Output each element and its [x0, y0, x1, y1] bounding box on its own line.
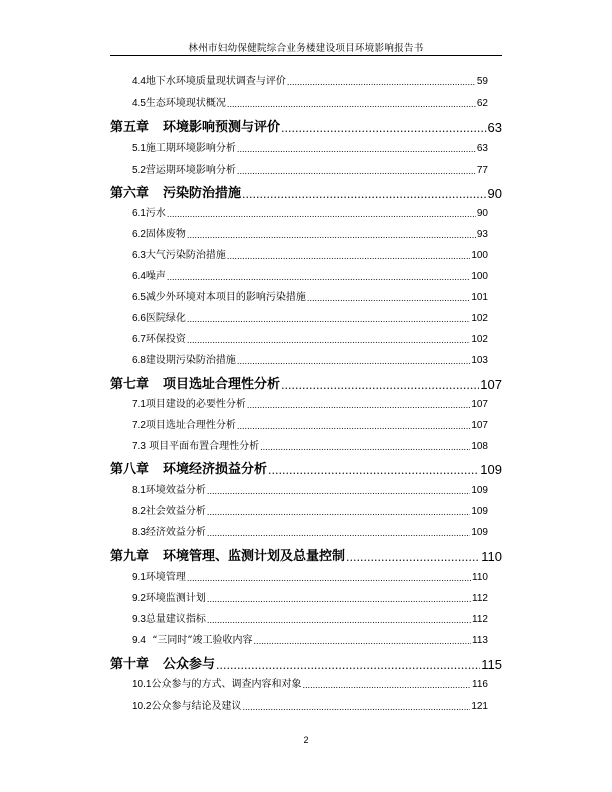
toc-section-entry[interactable] — [132, 226, 488, 240]
toc-entry-page: 110 — [481, 549, 502, 564]
toc-entry-label — [132, 309, 186, 324]
toc-entry-number: 第九章 — [110, 549, 150, 564]
toc-entry-page: 93 — [476, 229, 488, 240]
toc-entry-number: 4.4 — [132, 76, 146, 87]
toc-section-entry[interactable] — [132, 438, 488, 452]
toc-entry-label — [132, 139, 236, 154]
toc-entry-number: 第十章 — [110, 657, 150, 672]
toc-entry-page: 101 — [471, 292, 488, 303]
toc-entry-title: 环境效益分析 — [145, 485, 206, 496]
dot-leader — [281, 381, 479, 392]
toc-entry-title: 环境经济损益分析 — [163, 462, 268, 477]
toc-section-entry[interactable] — [132, 268, 488, 282]
toc-entry-title: 公众参与结论及建议 — [151, 701, 242, 712]
toc-section-entry[interactable] — [132, 247, 488, 261]
toc-entry-title: 环境影响预测与评价 — [163, 120, 281, 135]
toc-entry-title: “三同时”竣工验收内容 — [145, 635, 253, 646]
toc-entry-number: 9.1 — [132, 572, 146, 583]
toc-entry-page: 103 — [471, 355, 488, 366]
toc-entry-label — [132, 416, 236, 431]
toc-entry-label — [132, 267, 166, 282]
toc-entry-page: 100 — [471, 250, 488, 261]
toc-entry-title: 项目选址合理性分析 — [163, 377, 281, 392]
toc-entry-title: 污水 — [145, 208, 166, 219]
dot-leader — [242, 704, 470, 712]
toc-entry-label — [132, 288, 306, 303]
toc-entry-number: 6.1 — [132, 208, 146, 219]
toc-entry-page: 109 — [471, 506, 488, 517]
toc-chapter-entry[interactable] — [110, 374, 502, 392]
toc-entry-page: 107 — [480, 377, 502, 392]
toc-entry-label — [132, 502, 206, 517]
toc-section-entry[interactable] — [132, 310, 488, 324]
dot-leader — [167, 211, 476, 219]
dot-leader — [187, 316, 470, 324]
toc-entry-number: 5.1 — [132, 143, 146, 154]
dot-leader — [268, 466, 479, 477]
toc-entry-title: 项目平面布置合理性分析 — [145, 441, 260, 452]
toc-entry-number: 8.1 — [132, 485, 146, 496]
toc-chapter-entry[interactable] — [110, 183, 502, 201]
toc-section-entry[interactable] — [132, 95, 488, 109]
toc-entry-page: 115 — [481, 657, 502, 672]
dot-leader — [207, 530, 470, 538]
toc-entry-label — [132, 437, 259, 452]
toc-entry-page: 90 — [476, 208, 488, 219]
toc-section-entry[interactable] — [132, 417, 488, 431]
dot-leader — [237, 168, 476, 176]
toc-entry-title: 施工期环境影响分析 — [145, 143, 236, 154]
toc-entry-number: 6.6 — [132, 313, 146, 324]
toc-entry-title: 公众参与 — [163, 657, 216, 672]
toc-entry-number: 第七章 — [110, 377, 150, 392]
toc-section-entry[interactable] — [132, 73, 488, 87]
toc-entry-number: 8.3 — [132, 527, 146, 538]
toc-entry-number: 7.1 — [132, 399, 146, 410]
toc-entry-page: 107 — [471, 420, 488, 431]
dot-leader — [237, 423, 470, 431]
toc-entry-label — [132, 675, 301, 690]
toc-entry-number: 第六章 — [110, 186, 150, 201]
toc-entry-number: 9.2 — [132, 593, 146, 604]
toc-entry-number: 9.3 — [132, 614, 146, 625]
toc-entry-title: 污染防治措施 — [163, 186, 242, 201]
toc-entry-number: 6.5 — [132, 292, 146, 303]
toc-entry-label — [132, 330, 186, 345]
toc-entry-label — [132, 351, 236, 366]
toc-chapter-entry[interactable] — [110, 459, 502, 477]
toc-entry-title: 社会效益分析 — [145, 506, 206, 517]
toc-entry-title: 噪声 — [145, 271, 166, 282]
toc-entry-label — [132, 161, 236, 176]
dot-leader — [187, 337, 470, 345]
toc-section-entry[interactable] — [132, 676, 488, 690]
toc-section-entry[interactable] — [132, 524, 488, 538]
toc-entry-number: 第五章 — [110, 120, 150, 135]
toc-entry-title: 地下水环境质量现状调查与评价 — [145, 76, 286, 87]
toc-entry-page: 110 — [472, 572, 488, 583]
dot-leader — [247, 402, 470, 410]
toc-entry-number: 10.2 — [132, 701, 152, 712]
toc-entry-title: 大气污染防治措施 — [145, 250, 226, 261]
toc-section-entry[interactable] — [132, 632, 488, 646]
dot-leader — [287, 79, 476, 87]
dot-leader — [207, 488, 470, 496]
toc-entry-title: 生态环境现状概况 — [145, 98, 226, 109]
toc-entry-number: 7.3 — [132, 441, 146, 452]
toc-entry-title: 营运期环境影响分析 — [145, 165, 236, 176]
dot-leader — [237, 146, 476, 154]
toc-entry-label — [132, 610, 206, 625]
toc-entry-page: 90 — [487, 186, 502, 201]
toc-entry-title: 医院绿化 — [145, 313, 186, 324]
toc-entry-title: 固体废物 — [145, 229, 186, 240]
toc-entry-label — [110, 116, 280, 135]
header-title: 林州市妇幼保健院综合业务楼建设项目环境影响报告书 — [188, 43, 424, 54]
dot-leader — [207, 617, 471, 625]
toc-section-entry[interactable] — [132, 140, 488, 154]
toc-entry-label — [132, 589, 206, 604]
toc-chapter-entry[interactable] — [110, 117, 502, 135]
toc-entry-page: 59 — [476, 76, 488, 87]
toc-entry-label — [110, 653, 215, 672]
toc-entry-number: 6.2 — [132, 229, 146, 240]
dot-leader — [302, 682, 471, 690]
toc-entry-number: 10.1 — [132, 679, 152, 690]
dot-leader — [207, 596, 471, 604]
dot-leader — [167, 274, 470, 282]
toc-entry-page: 100 — [471, 271, 488, 282]
toc-section-entry[interactable] — [132, 331, 488, 345]
toc-entry-page: 102 — [471, 334, 488, 345]
dot-leader — [242, 190, 487, 201]
toc-section-entry[interactable] — [132, 482, 488, 496]
toc-section-entry[interactable] — [132, 352, 488, 366]
toc-entry-page: 62 — [476, 98, 488, 109]
toc-entry-number: 4.5 — [132, 98, 146, 109]
toc-entry-title: 减少外环境对本项目的影响污染措施 — [145, 292, 306, 303]
toc-entry-page: 77 — [476, 165, 488, 176]
dot-leader — [207, 509, 470, 517]
toc-entry-number: 6.3 — [132, 250, 146, 261]
toc-entry-page: 113 — [472, 635, 488, 646]
toc-section-entry[interactable] — [132, 569, 488, 583]
toc-entry-page: 121 — [471, 701, 488, 712]
dot-leader — [187, 232, 476, 240]
toc-entry-label — [132, 568, 186, 583]
dot-leader — [227, 101, 476, 109]
toc-entry-title: 公众参与的方式、调查内容和对象 — [151, 679, 302, 690]
toc-entry-title: 总量建议指标 — [145, 614, 206, 625]
toc-entry-page: 107 — [471, 399, 488, 410]
toc-entry-number: 6.4 — [132, 271, 146, 282]
toc-entry-number: 8.2 — [132, 506, 146, 517]
toc-entry-page: 102 — [471, 313, 488, 324]
toc-section-entry[interactable] — [132, 611, 488, 625]
toc-entry-number: 5.2 — [132, 165, 146, 176]
toc-chapter-entry[interactable] — [110, 546, 502, 564]
toc-entry-label — [132, 697, 241, 712]
toc-section-entry[interactable] — [132, 396, 488, 410]
toc-entry-page: 108 — [471, 441, 488, 452]
toc-entry-label — [132, 246, 226, 261]
toc-entry-page: 112 — [472, 614, 488, 625]
toc-entry-title: 环境管理、监测计划及总量控制 — [163, 549, 346, 564]
toc-entry-number: 6.8 — [132, 355, 146, 366]
toc-entry-title: 环境管理 — [145, 572, 186, 583]
toc-entry-page: 116 — [472, 679, 488, 690]
toc-entry-label — [132, 225, 186, 240]
toc-section-entry[interactable] — [132, 590, 488, 604]
toc-entry-number: 6.7 — [132, 334, 146, 345]
toc-entry-label — [132, 631, 253, 646]
toc-entry-page: 63 — [487, 120, 502, 135]
toc-entry-label — [132, 523, 206, 538]
toc-section-entry[interactable] — [132, 289, 488, 303]
toc-entry-page: 112 — [472, 593, 488, 604]
toc-entry-page: 109 — [471, 485, 488, 496]
toc-entry-title: 项目选址合理性分析 — [145, 420, 236, 431]
toc-entry-label — [110, 373, 280, 392]
dot-leader — [216, 661, 480, 672]
dot-leader — [237, 358, 470, 366]
toc-section-entry[interactable] — [132, 503, 488, 517]
toc-entry-label — [132, 204, 166, 219]
toc-entry-label — [132, 481, 206, 496]
toc-section-entry[interactable] — [132, 162, 488, 176]
toc-entry-title: 经济效益分析 — [145, 527, 206, 538]
toc-entry-number: 第八章 — [110, 462, 150, 477]
toc-entry-title: 项目建设的必要性分析 — [145, 399, 246, 410]
dot-leader — [260, 444, 470, 452]
toc-entry-title: 环境监测计划 — [145, 593, 206, 604]
dot-leader — [307, 295, 470, 303]
toc-entry-label — [132, 94, 226, 109]
toc-entry-page: 109 — [480, 462, 502, 477]
toc-entry-page: 109 — [471, 527, 488, 538]
toc-entry-number: 7.2 — [132, 420, 146, 431]
toc-entry-label — [132, 72, 286, 87]
toc-chapter-entry[interactable] — [110, 654, 502, 672]
toc-entry-page: 63 — [476, 143, 488, 154]
dot-leader — [187, 575, 471, 583]
dot-leader — [254, 638, 472, 646]
toc-section-entry[interactable] — [132, 698, 488, 712]
page-number: 2 — [303, 735, 309, 745]
toc-entry-label — [132, 395, 246, 410]
dot-leader — [346, 553, 480, 564]
toc-section-entry[interactable] — [132, 205, 488, 219]
toc-entry-label — [110, 182, 241, 201]
toc-entry-title: 建设期污染防治措施 — [145, 355, 236, 366]
toc-entry-label — [110, 458, 267, 477]
toc-entry-title: 环保投资 — [145, 334, 186, 345]
dot-leader — [281, 124, 487, 135]
toc-entry-label — [110, 545, 345, 564]
toc-entry-number: 9.4 — [132, 635, 146, 646]
dot-leader — [227, 253, 470, 261]
